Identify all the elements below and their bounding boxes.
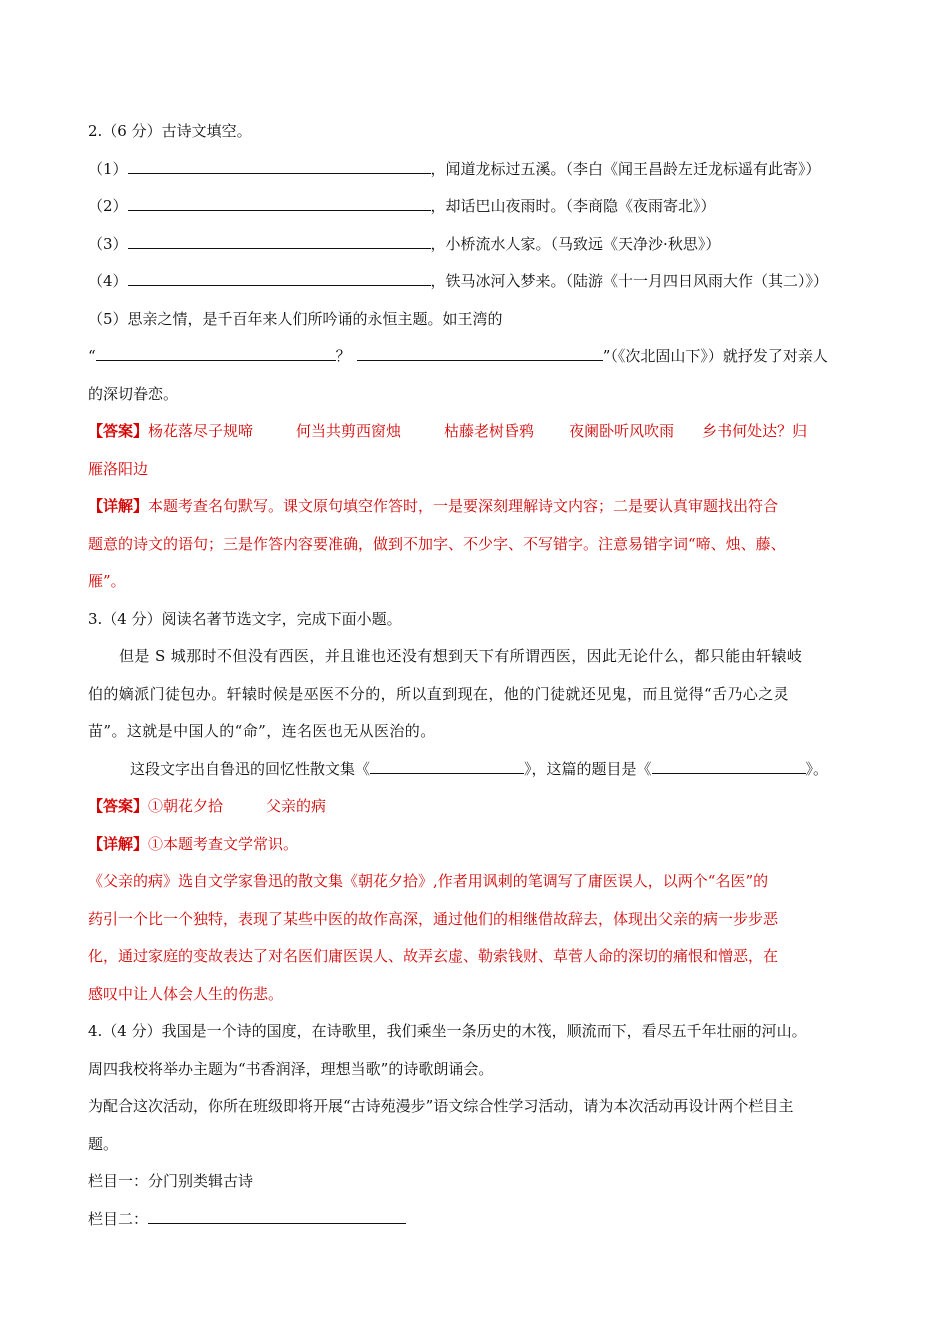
q2-item-5-blank-2[interactable]: [357, 346, 603, 361]
q2-item-3-blank[interactable]: [128, 234, 431, 249]
q4-line2: 周四我校将举办主题为“书香润泽，理想当歌”的诗歌朗诵会。: [88, 1060, 494, 1078]
q3-detail-line1: [88, 834, 870, 854]
q2-item-5-open-quote: “: [88, 347, 96, 365]
q3-detail-line5: 感叹中让人体会人生的伤悲。: [88, 985, 284, 1003]
q3-answer-1: ①朝花夕拾: [148, 797, 224, 815]
q2-item-5-after: ”（《次北固山下》）就抒发了对亲人: [602, 347, 828, 365]
q2-item-3-text: ，小桥流水人家。（马致远《天净沙·秋思》）: [430, 235, 721, 253]
q2-item-5-blanks: [88, 346, 870, 366]
q2-detail-line1: [88, 496, 870, 516]
q3-detail-line4: 化，通过家庭的变故表达了对名医们庸医误人、故弄玄虚、勒索钱财、草菅人命的深切的痛恨和憎恶，在: [88, 947, 779, 965]
q4-column-2: [88, 1209, 870, 1229]
q2-item-2-num: （2）: [88, 197, 128, 215]
q2-detail-text: 本题考查名句默写。课文原句填空作答时，一是要深刻理解诗文内容；二是要认真审题找出符合: [148, 497, 779, 515]
q3-detail-line3: 药引一个比一个独特，表现了某些中医的故作高深，通过他们的相继借故辞去，体现出父亲的病一步步恶: [88, 910, 779, 928]
q2-item-1-blank[interactable]: [128, 159, 431, 174]
q2-answer-tag: 【答案】: [88, 422, 149, 440]
q3-blank-2[interactable]: [652, 759, 806, 774]
q4-line1: 4.（4 分）我国是一个诗的国度，在诗歌里，我们乘坐一条历史的木筏，顺流而下，看尽五千年壮丽的河山。: [88, 1022, 807, 1040]
q2-item-4: [88, 271, 870, 291]
q2-item-5-blank-1[interactable]: [96, 346, 336, 361]
q2-item-5-end: 的深切眷恋。: [88, 385, 179, 403]
q3-passage-line3: 苗”。这就是中国人的“命”，连名医也无从医治的。: [88, 722, 436, 740]
q2-detail-line3: 雁”。: [88, 572, 126, 590]
q3-detail-text: ①本题考查文学常识。: [148, 835, 299, 853]
q2-detail-tag: 【详解】: [88, 497, 149, 515]
q2-item-1: [88, 159, 870, 179]
q2-answer-2: 何当共剪西窗烛: [296, 422, 402, 440]
q2-item-5-intro: （5）思亲之情，是千百年来人们所吟诵的永恒主题。如王湾的: [88, 310, 503, 328]
q2-answer-1: 杨花落尽子规啼: [148, 422, 254, 440]
q4-column-2-label: 栏目二：: [88, 1210, 149, 1228]
q3-question-part3: 》。: [805, 760, 829, 778]
q4-column-2-blank[interactable]: [148, 1209, 406, 1224]
q2-detail-line2: 题意的诗文的语句；三是作答内容要准确，做到不加字、不少字、不写错字。注意易错字词“啼、烛、藤、: [88, 535, 786, 553]
q2-item-4-blank[interactable]: [128, 271, 431, 286]
q2-item-5-qmark: ？: [335, 347, 351, 365]
q4-line3: 为配合这次活动，你所在班级即将开展“古诗苑漫步”语文综合性学习活动，请为本次活动再设计两个栏目主: [88, 1097, 794, 1115]
q3-detail-line2: 《父亲的病》选自文学家鲁迅的散文集《朝花夕拾》,作者用讽刺的笔调写了庸医误人，以两个“名医”的: [88, 872, 769, 890]
q4-column-1: 栏目一：分门别类辑古诗: [88, 1172, 254, 1190]
q2-answer-4: 夜阑卧听风吹雨: [569, 422, 675, 440]
q2-item-1-num: （1）: [88, 160, 128, 178]
q3-question: [130, 759, 870, 779]
q3-passage-line1: 但是 S 城那时不但没有西医，并且谁也还没有想到天下有所谓西医，因此无论什么，都只能由轩辕岐: [119, 647, 803, 665]
q4-line4: 题。: [88, 1135, 119, 1153]
q3-answer-tag: 【答案】: [88, 797, 149, 815]
q3-answer: [88, 796, 870, 816]
q3-detail-tag: 【详解】: [88, 835, 149, 853]
q3-title: 3.（4 分）阅读名著节选文字，完成下面小题。: [88, 610, 402, 628]
q2-item-4-num: （4）: [88, 272, 128, 290]
q2-item-1-text: ，闻道龙标过五溪。（李白《闻王昌龄左迁龙标遥有此寄》）: [430, 160, 821, 178]
q2-item-2: [88, 196, 870, 216]
q2-item-2-text: ，却话巴山夜雨时。（李商隐《夜雨寄北》）: [430, 197, 716, 215]
q2-answer-line2: 雁洛阳边: [88, 460, 149, 478]
q2-item-2-blank[interactable]: [128, 196, 431, 211]
q2-item-3: [88, 234, 870, 254]
q2-item-3-num: （3）: [88, 235, 128, 253]
q3-question-part1: 这段文字出自鲁迅的回忆性散文集《: [130, 760, 371, 778]
q3-question-part2: 》，这篇的题目是《: [524, 760, 652, 778]
q2-title: 2.（6 分）古诗文填空。: [88, 122, 252, 140]
q2-answer: [88, 421, 870, 441]
q3-answer-2: 父亲的病: [266, 797, 327, 815]
q2-answer-5: 乡书何处达？归: [702, 422, 808, 440]
q2-answer-3: 枯藤老树昏鸦: [444, 422, 535, 440]
q3-blank-1[interactable]: [370, 759, 524, 774]
q2-item-4-text: ，铁马冰河入梦来。（陆游《十一月四日风雨大作（其二）》）: [430, 272, 829, 290]
q3-passage-line2: 伯的嫡派门徒包办。轩辕时候是巫医不分的，所以直到现在，他的门徒就还见鬼，而且觉得“舌乃心之灵: [88, 685, 790, 703]
